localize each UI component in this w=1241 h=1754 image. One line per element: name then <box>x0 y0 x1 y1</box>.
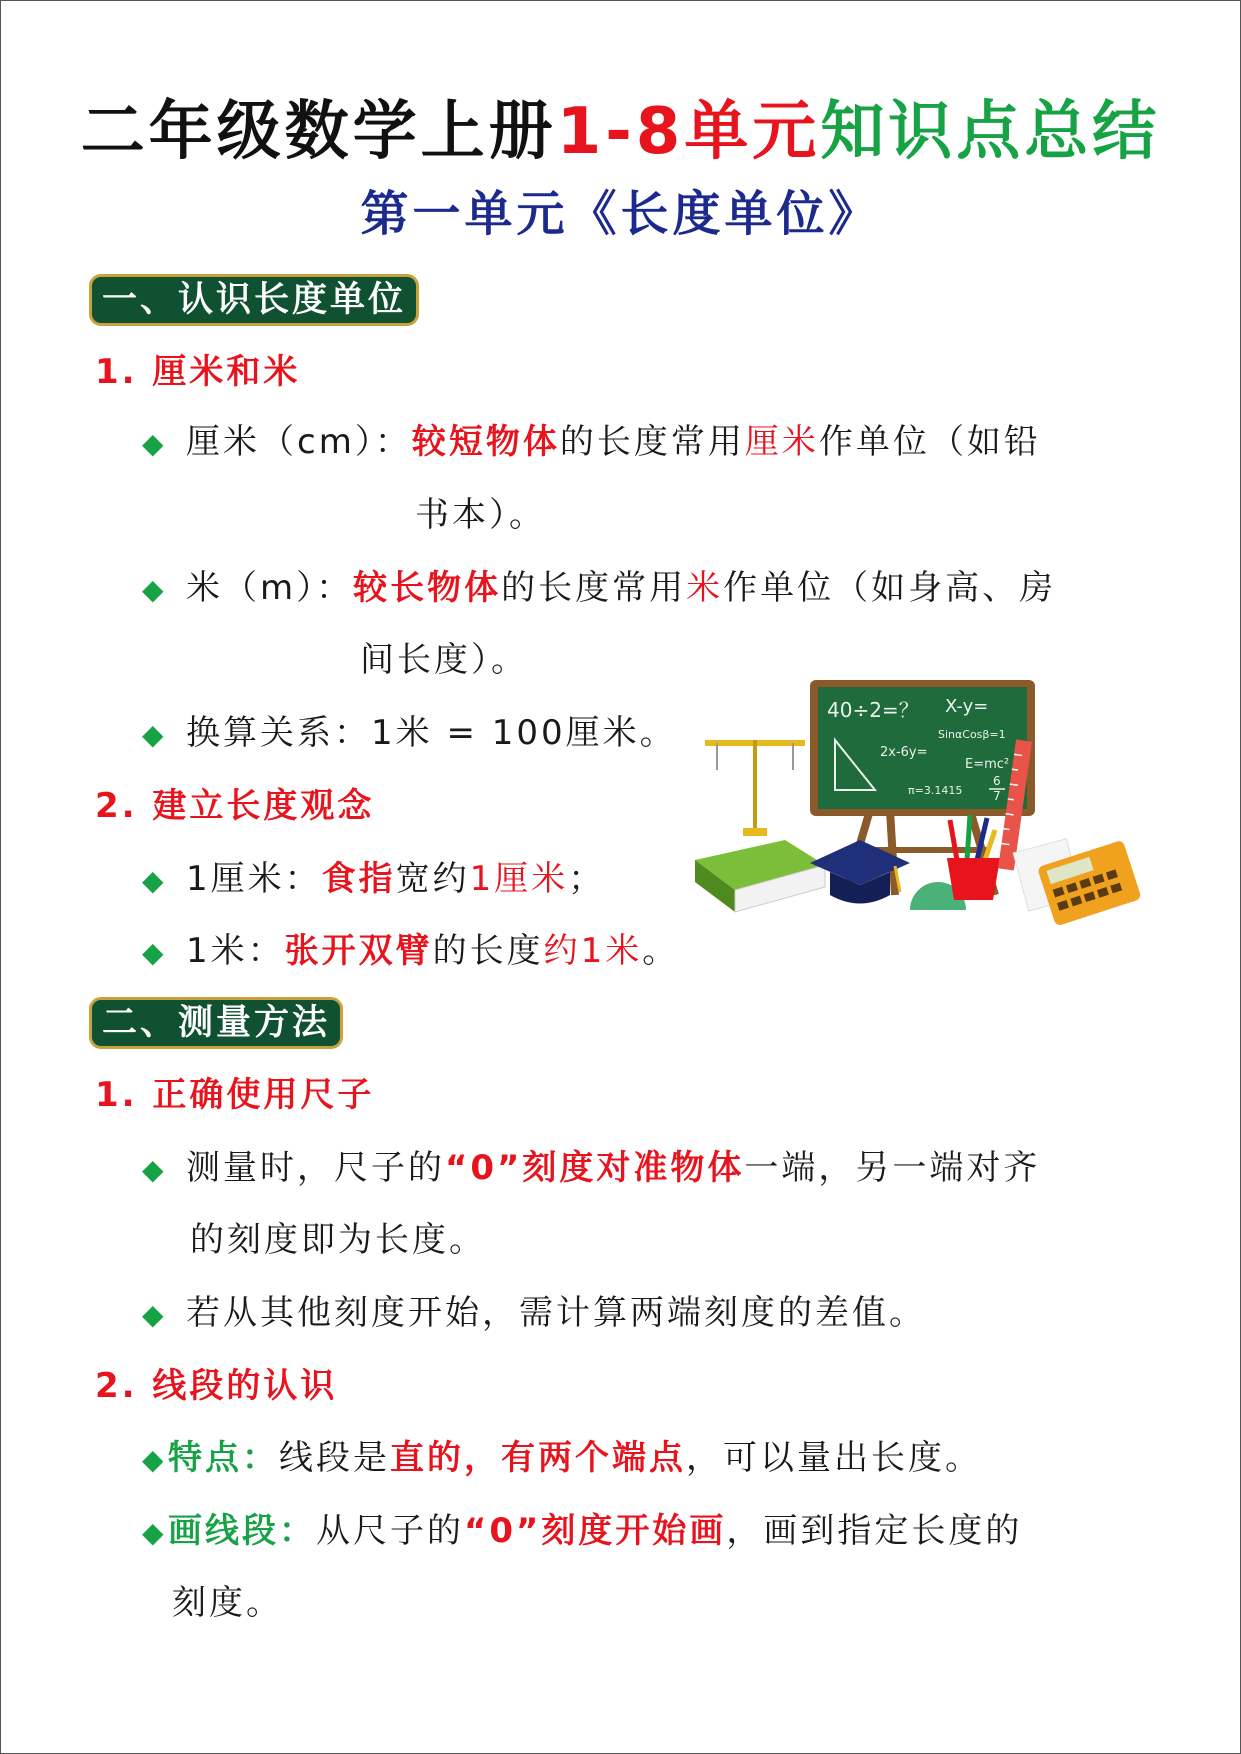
diamond-bullet-icon: ◆ <box>142 864 167 897</box>
svg-text:2x-6y=: 2x-6y= <box>880 745 928 760</box>
subsection-heading: 1. 正确使用尺子 <box>95 1075 375 1115</box>
section-heading-1: 一、认识长度单位 <box>89 274 419 326</box>
diamond-bullet-icon: ◆ <box>142 573 167 606</box>
list-item-continuation: 间长度）。 <box>360 640 528 680</box>
diamond-bullet-icon: ◆ <box>142 1516 167 1549</box>
diamond-bullet-icon: ◆ <box>142 1153 167 1186</box>
svg-text:SinαCosβ=1: SinαCosβ=1 <box>938 728 1006 741</box>
subsection-heading: 2. 线段的认识 <box>95 1366 338 1406</box>
list-item: ◆ 1米：张开双臂的长度约1米。 <box>142 929 679 975</box>
book-icon <box>695 840 825 912</box>
list-item-continuation: 书本）。 <box>415 495 546 535</box>
list-item: ◆ 1厘米：食指宽约1厘米； <box>142 857 605 903</box>
page-title: 二年级数学上册1-8单元知识点总结 <box>80 95 1161 169</box>
list-item: ◆ 换算关系：1米 = 100厘米。 <box>142 711 677 757</box>
diamond-bullet-icon: ◆ <box>142 718 167 751</box>
svg-text:π=3.1415: π=3.1415 <box>908 784 963 797</box>
diamond-bullet-icon: ◆ <box>142 1298 167 1331</box>
svg-text:7: 7 <box>993 789 1001 803</box>
balance-scale-icon <box>705 740 805 836</box>
list-item: ◆特点：线段是直的，有两个端点，可以量出长度。 <box>142 1436 982 1482</box>
school-supplies-illustration <box>695 680 1155 930</box>
diamond-bullet-icon: ◆ <box>142 427 167 460</box>
diamond-bullet-icon: ◆ <box>142 936 167 969</box>
list-item: ◆ 若从其他刻度开始，需计算两端刻度的差值。 <box>142 1291 926 1337</box>
unit-title: 第一单元《长度单位》 <box>360 186 881 242</box>
svg-text:6: 6 <box>993 774 1001 788</box>
diamond-bullet-icon: ◆ <box>142 1443 167 1476</box>
svg-text:E=mc²: E=mc² <box>965 757 1010 772</box>
subsection-heading: 1. 厘米和米 <box>95 352 301 392</box>
list-item: ◆画线段：从尺子的“0”刻度开始画，画到指定长度的 <box>142 1509 1022 1555</box>
svg-text:40÷2=？: 40÷2=？ <box>827 698 919 722</box>
list-item: ◆ 测量时，尺子的“0”刻度对准物体一端，另一端对齐 <box>142 1146 1040 1192</box>
svg-text:X-y=: X-y= <box>945 696 989 717</box>
list-item-continuation: 的刻度即为长度。 <box>190 1220 486 1260</box>
subsection-heading: 2. 建立长度观念 <box>95 786 375 826</box>
chalkboard-icon <box>810 680 1035 816</box>
list-item: ◆ 厘米（cm）：较短物体的长度常用厘米作单位（如铅 <box>142 420 1041 466</box>
section-heading-2: 二、测量方法 <box>89 997 343 1049</box>
list-item: ◆ 米（m）：较长物体的长度常用米作单位（如身高、房 <box>142 566 1056 612</box>
list-item-continuation: 刻度。 <box>172 1583 283 1623</box>
